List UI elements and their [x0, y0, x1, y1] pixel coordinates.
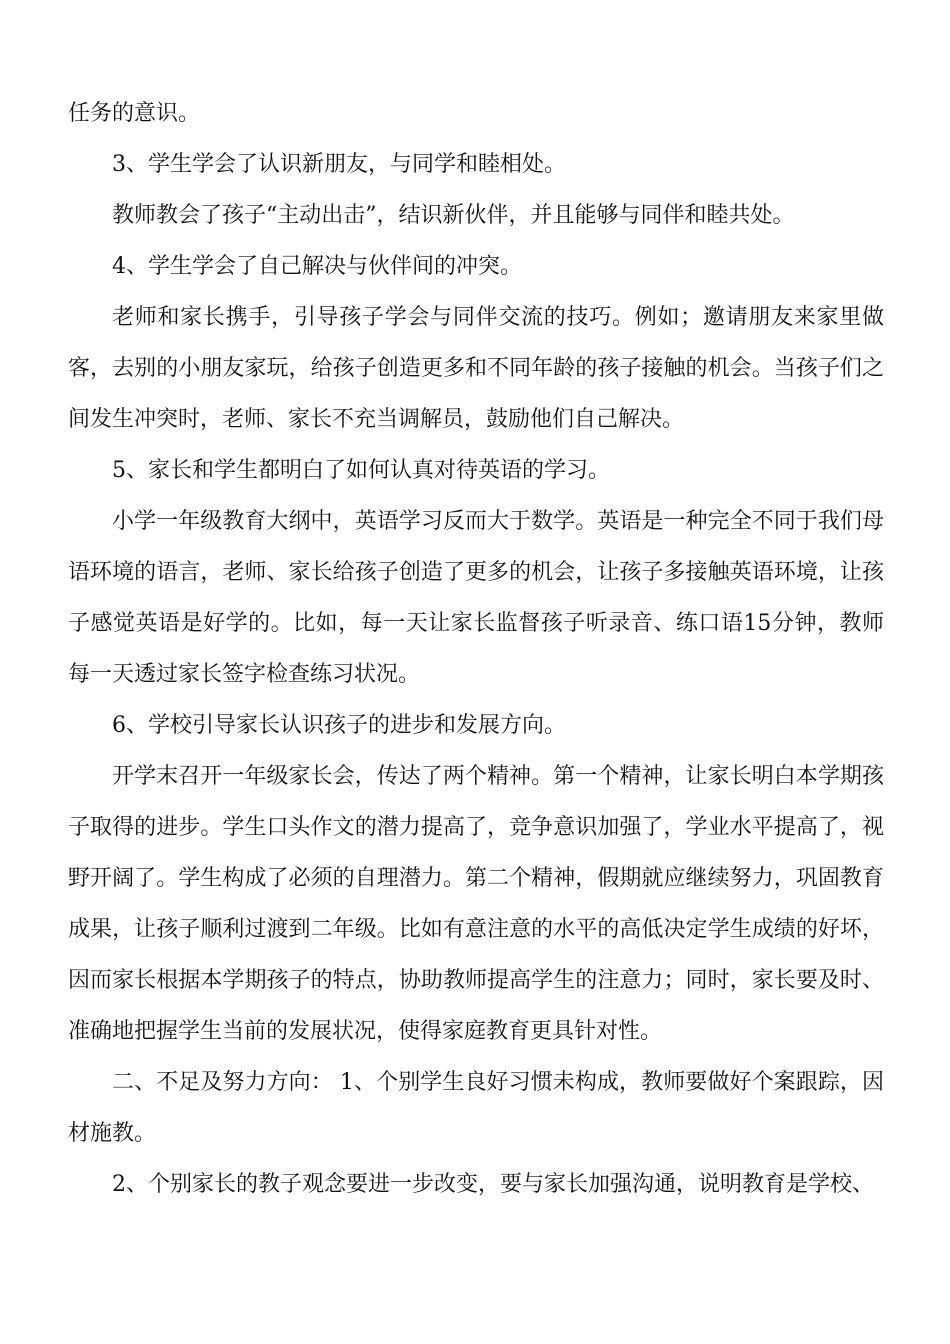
paragraph-8: 6、学校引导家长认识孩子的进步和发展方向。 [112, 713, 566, 738]
paragraph-9: 开学末召开一年级家长会，传达了两个精神。第一个精神，让家长明白本学期孩子取得的进步。学生口头作文的潜力提高了，竞争意识加强了，学业水平提高了，视野开阔了。学生构成了必须的自理潜力。第二个精神，假期就应继续努力，巩固教育成果，让孩子顺利过渡到二年级。比如有意注意的水平的高低决定学生成绩的好坏，因而家长根据本学期孩子的特点，协助教师提高学生的注意力；同时，家长要及时、准确地把握学生当前的发展状况，使得家庭教育更具针对性。 [68, 764, 884, 1044]
paragraph-1: 任务的意识。 [68, 101, 201, 126]
paragraph-10: 二、不足及努力方向： 1、个别学生良好习惯未构成，教师要做好个案跟踪，因材施教。 [68, 1070, 884, 1146]
paragraph-2: 3、学生学会了认识新朋友，与同学和睦相处。 [112, 152, 566, 177]
paragraph-5: 老师和家长携手，引导孩子学会与同伴交流的技巧。例如；邀请朋友来家里做客，去别的小朋友家玩，给孩子创造更多和不同年龄的孩子接触的机会。当孩子们之间发生冲突时，老师、家长不充当调解员，鼓励他们自己解决。 [68, 305, 884, 432]
paragraph-7: 小学一年级教育大纲中，英语学习反而大于数学。英语是一种完全不同于我们母语环境的语言，老师、家长给孩子创造了更多的机会，让孩子多接触英语环境，让孩子感觉英语是好学的。比如，每一天让家长监督孩子听录音、练口语15分钟，教师每一天透过家长签字检查练习状况。 [68, 509, 884, 687]
paragraph-3: 教师教会了孩子“主动出击”，结识新伙伴，并且能够与同伴和睦共处。 [112, 203, 795, 228]
paragraph-4: 4、学生学会了自己解决与伙伴间的冲突。 [112, 254, 522, 279]
document-body [68, 88, 884, 1210]
paragraph-6: 5、家长和学生都明白了如何认真对待英语的学习。 [112, 458, 610, 483]
paragraph-11: 2、个别家长的教子观念要进一步改变，要与家长加强沟通，说明教育是学校、 [112, 1172, 874, 1197]
